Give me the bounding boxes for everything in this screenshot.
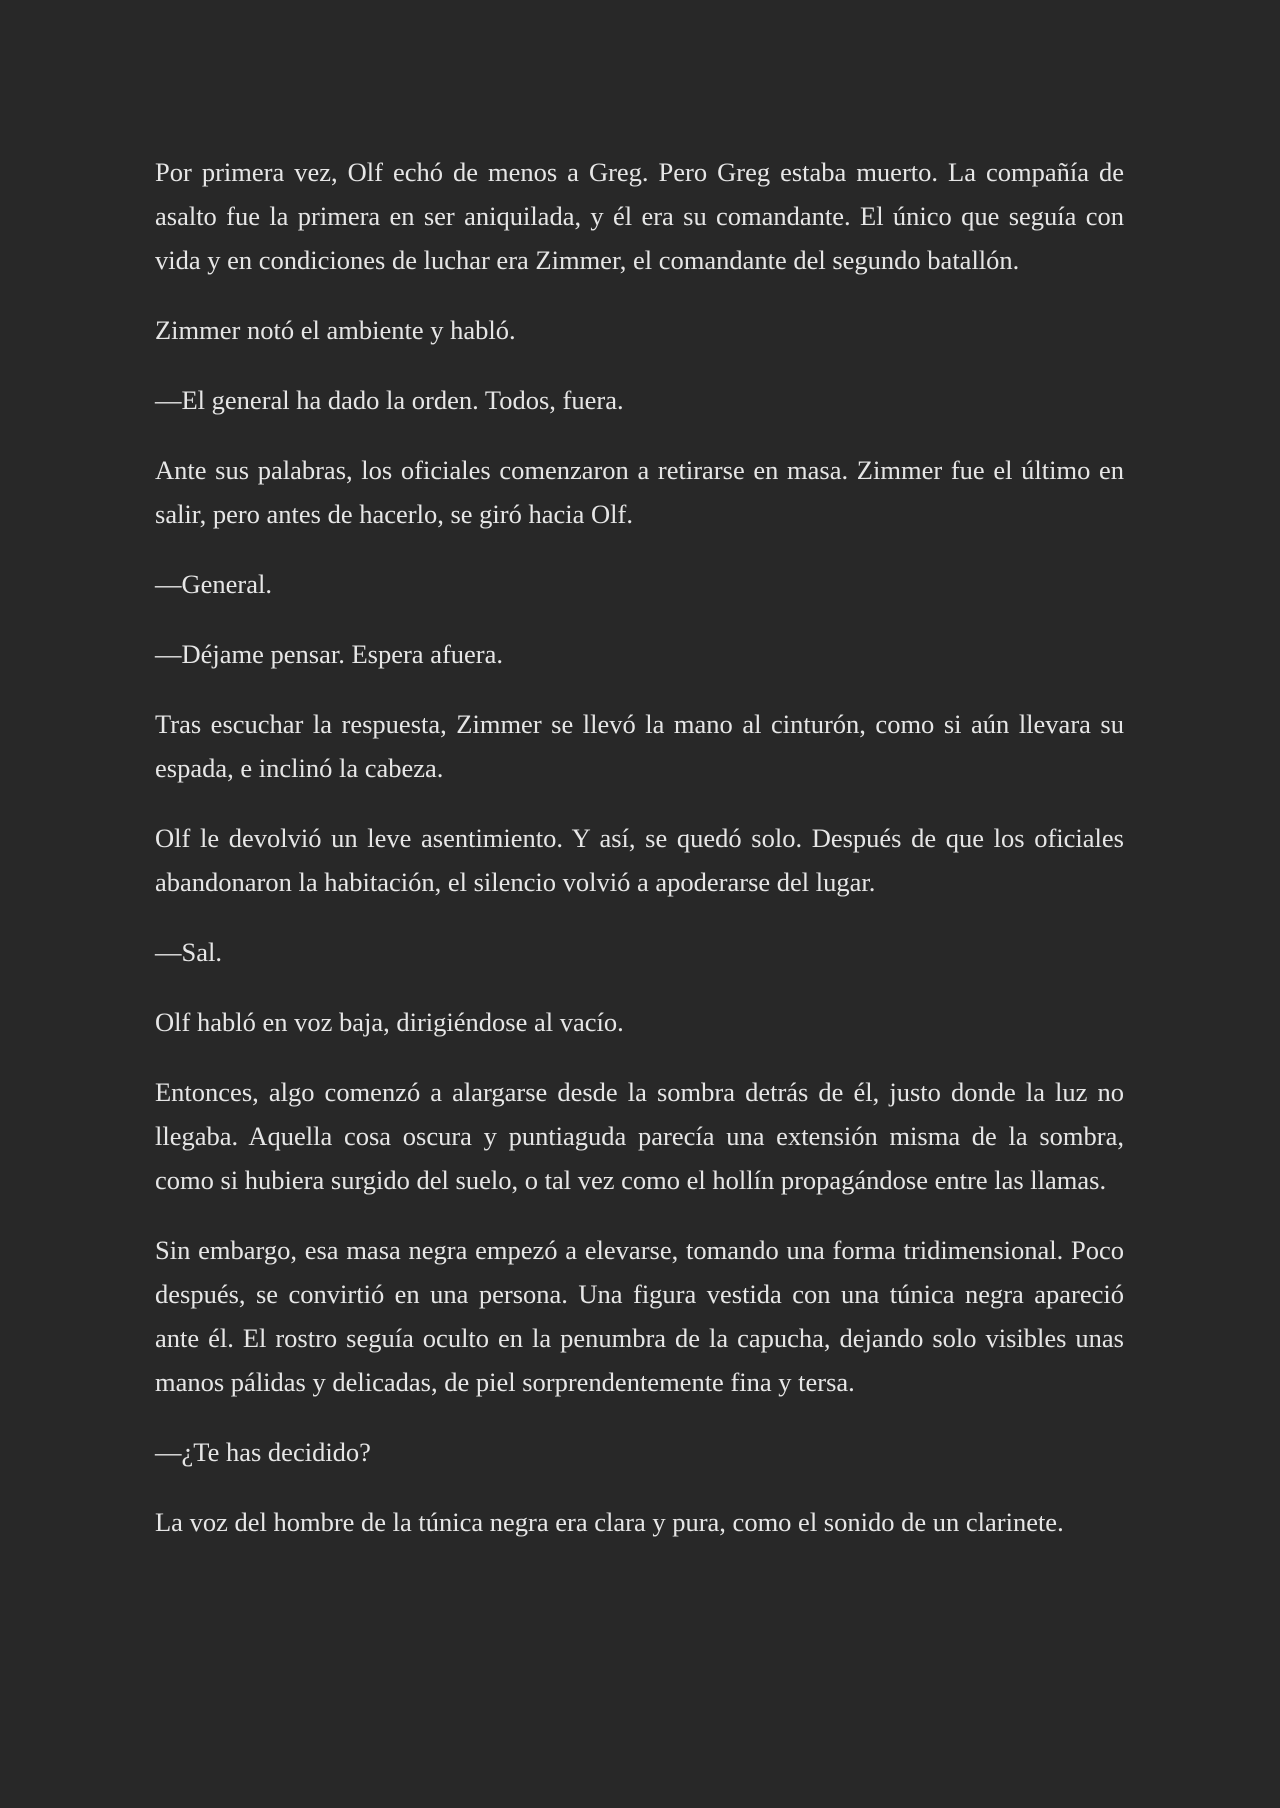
paragraph: —El general ha dado la orden. Todos, fuera. — [155, 385, 624, 415]
paragraph: Por primera vez, Olf echó de menos a Greg. Pero Greg estaba muerto. La compañía de asalto fue la primera en ser aniquilada, y él era su comandante. El único que seguía con vida y en condiciones de luchar era Zimmer, el comandante del segundo batallón. — [155, 157, 1124, 275]
paragraph: —Sal. — [155, 937, 222, 967]
paragraph: —¿Te has decidido? — [155, 1437, 371, 1467]
paragraph: —General. — [155, 569, 272, 599]
reading-pane — [155, 150, 1124, 1570]
paragraph: La voz del hombre de la túnica negra era clara y pura, como el sonido de un clarinete. — [155, 1507, 1064, 1537]
paragraph: Sin embargo, esa masa negra empezó a elevarse, tomando una forma tridimensional. Poco después, se convirtió en una persona. Una figura vestida con una túnica negra apareció ante él. El rostro seguía oculto en la penumbra de la capucha, dejando solo visibles unas manos pálidas y delicadas, de piel sorprendentemente fina y tersa. — [155, 1235, 1124, 1397]
paragraph: Olf le devolvió un leve asentimiento. Y así, se quedó solo. Después de que los oficiales abandonaron la habitación, el silencio volvió a apoderarse del lugar. — [155, 823, 1124, 897]
paragraph: Zimmer notó el ambiente y habló. — [155, 315, 516, 345]
paragraph: Tras escuchar la respuesta, Zimmer se llevó la mano al cinturón, como si aún llevara su espada, e inclinó la cabeza. — [155, 709, 1124, 783]
paragraph: Entonces, algo comenzó a alargarse desde la sombra detrás de él, justo donde la luz no llegaba. Aquella cosa oscura y puntiaguda parecía una extensión misma de la sombra, como si hubiera surgido del suelo, o tal vez como el hollín propagándose entre las llamas. — [155, 1077, 1124, 1195]
paragraph: Ante sus palabras, los oficiales comenzaron a retirarse en masa. Zimmer fue el último en salir, pero antes de hacerlo, se giró hacia Olf. — [155, 455, 1124, 529]
paragraph: —Déjame pensar. Espera afuera. — [155, 639, 504, 669]
paragraph: Olf habló en voz baja, dirigiéndose al vacío. — [155, 1007, 624, 1037]
